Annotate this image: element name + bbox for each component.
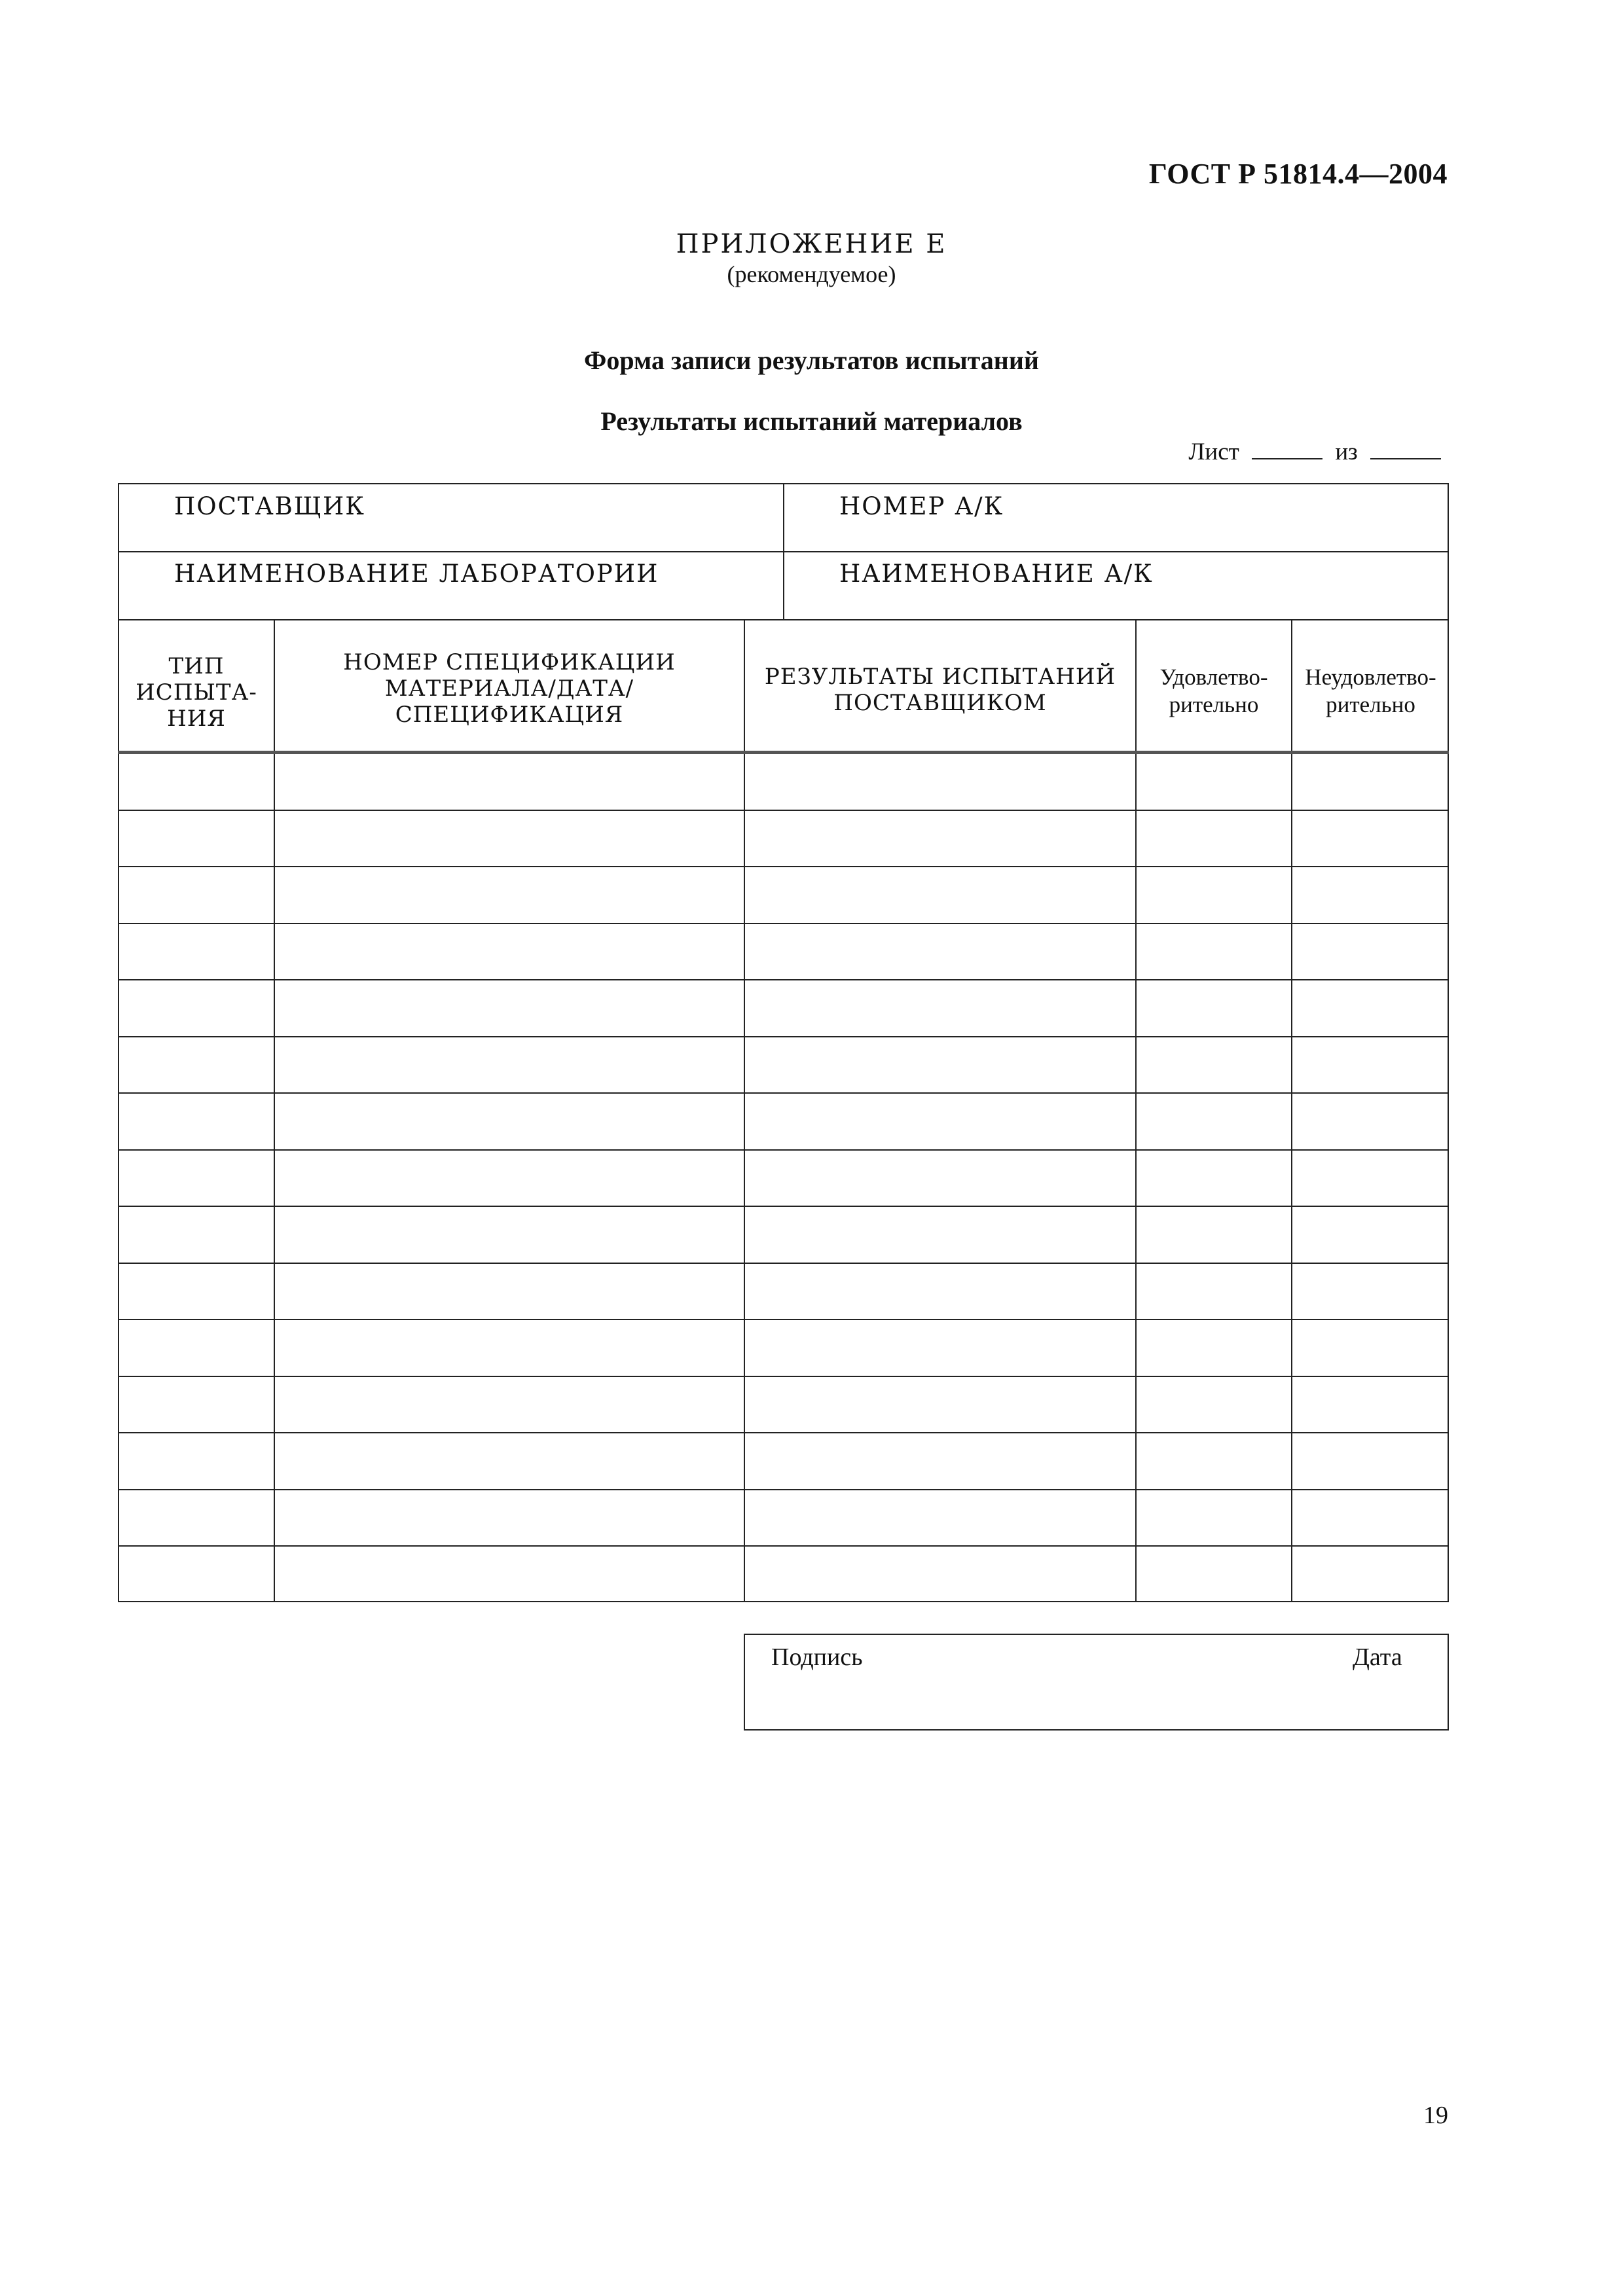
table-cell[interactable] [120,1265,272,1318]
table-cell[interactable] [1137,1265,1290,1318]
info-divider-vertical [783,483,784,620]
table-cell[interactable] [1293,1492,1448,1545]
table-cell[interactable] [276,1435,742,1488]
col-header-satisfactory: Удовлетво- рительно [1159,664,1268,717]
table-cell[interactable] [746,982,1134,1035]
table-cell[interactable] [120,1208,272,1261]
table-row-divider [118,1319,1449,1320]
table-cell[interactable] [1137,1208,1290,1261]
table-cell[interactable] [120,1095,272,1148]
table-column-divider [744,619,745,1602]
table-cell[interactable] [746,755,1134,808]
col-header-supplier-results: РЕЗУЛЬТАТЫ ИСПЫТАНИЙ ПОСТАВЩИКОМ [764,664,1116,716]
table-cell[interactable] [276,1039,742,1092]
appendix-note: (рекомендуемое) [727,261,896,287]
table-cell[interactable] [120,982,272,1035]
sheet-of-label: из [1335,439,1358,465]
table-cell[interactable] [1137,1548,1290,1601]
document-code: ГОСТ Р 51814.4—2004 [1148,158,1448,190]
appendix-title: ПРИЛОЖЕНИЕ Е [676,229,947,259]
table-cell[interactable] [1293,1435,1448,1488]
table-cell[interactable] [1137,1492,1290,1545]
table-cell[interactable] [276,925,742,978]
table-cell[interactable] [1137,1095,1290,1148]
table-cell[interactable] [746,1492,1134,1545]
page-number: 19 [1423,2102,1448,2129]
table-row-divider [118,1432,1449,1433]
results-title: Результаты испытаний материалов [600,406,1023,436]
table-cell[interactable] [1137,1435,1290,1488]
table-cell[interactable] [1293,1265,1448,1318]
table-cell[interactable] [1137,812,1290,865]
table-cell[interactable] [120,1039,272,1092]
table-cell[interactable] [276,1152,742,1205]
table-cell[interactable] [276,1321,742,1374]
table-cell[interactable] [120,755,272,808]
table-row-divider [118,1263,1449,1264]
lab-name-field[interactable]: НАИМЕНОВАНИЕ ЛАБОРАТОРИИ [174,560,659,588]
table-row-divider [118,810,1449,811]
table-cell[interactable] [276,1492,742,1545]
table-cell[interactable] [120,869,272,922]
table-cell[interactable] [120,1152,272,1205]
table-row-divider [118,1206,1449,1207]
table-cell[interactable] [1293,812,1448,865]
supplier-field[interactable]: ПОСТАВЩИК [174,492,365,520]
table-cell[interactable] [1293,1039,1448,1092]
table-cell[interactable] [1137,982,1290,1035]
table-cell[interactable] [276,1265,742,1318]
table-cell[interactable] [746,1548,1134,1601]
table-cell[interactable] [120,812,272,865]
col-header-test-type: ТИП ИСПЫТА- НИЯ [136,653,257,732]
table-row-divider [118,1149,1449,1151]
table-cell[interactable] [746,1265,1134,1318]
table-cell[interactable] [120,1435,272,1488]
col-header-spec-number: НОМЕР СПЕЦИФИКАЦИИ МАТЕРИАЛА/ДАТА/ СПЕЦИФИКАЦИЯ [343,649,676,728]
col-header-unsatisfactory: Неудовлетво- рительно [1305,664,1436,717]
sheet-label: Лист [1188,439,1239,465]
table-row-divider [118,1489,1449,1490]
table-row-divider [118,1545,1449,1547]
sheet-total-field[interactable] [1370,437,1441,459]
table-cell[interactable] [276,1208,742,1261]
table-row-divider [118,979,1449,980]
table-cell[interactable] [1293,1548,1448,1601]
table-cell[interactable] [1293,982,1448,1035]
table-column-divider [1135,619,1137,1602]
table-row-divider [118,1376,1449,1377]
ak-name-field[interactable]: НАИМЕНОВАНИЕ А/К [839,560,1154,588]
table-column-divider [274,619,275,1602]
table-row-divider [118,923,1449,924]
table-cell[interactable] [276,982,742,1035]
table-cell[interactable] [120,925,272,978]
form-title: Форма записи результатов испытаний [584,346,1039,375]
table-cell[interactable] [746,1321,1134,1374]
table-cell[interactable] [746,869,1134,922]
table-cell[interactable] [1137,755,1290,808]
table-cell[interactable] [1293,869,1448,922]
table-cell[interactable] [276,755,742,808]
table-row-divider [118,1036,1449,1037]
table-cell[interactable] [1293,1378,1448,1431]
signature-label[interactable]: Подпись [771,1643,863,1671]
table-cell[interactable] [746,1152,1134,1205]
table-cell[interactable] [1137,1378,1290,1431]
ak-number-field[interactable]: НОМЕР А/К [839,492,1004,520]
table-column-divider [1291,619,1292,1602]
table-cell[interactable] [1293,1321,1448,1374]
table-cell[interactable] [746,812,1134,865]
table-row-divider [118,866,1449,867]
table-cell[interactable] [1137,1321,1290,1374]
table-cell[interactable] [1293,755,1448,808]
table-cell[interactable] [1293,1095,1448,1148]
table-cell[interactable] [276,1378,742,1431]
table-cell[interactable] [1137,869,1290,922]
table-cell[interactable] [120,1548,272,1601]
table-cell[interactable] [276,812,742,865]
table-cell[interactable] [276,1095,742,1148]
table-cell[interactable] [746,1378,1134,1431]
sheet-counter [1188,437,1448,466]
table-cell[interactable] [276,1548,742,1601]
table-cell[interactable] [746,1039,1134,1092]
table-cell[interactable] [120,1321,272,1374]
table-cell[interactable] [746,1095,1134,1148]
table-cell[interactable] [746,1435,1134,1488]
table-cell[interactable] [1293,1208,1448,1261]
table-cell[interactable] [1137,925,1290,978]
table-cell[interactable] [746,1208,1134,1261]
sheet-number-field[interactable] [1252,437,1322,459]
table-cell[interactable] [276,869,742,922]
table-header-divider [118,751,1449,754]
table-cell[interactable] [746,925,1134,978]
table-cell[interactable] [1293,1152,1448,1205]
date-label[interactable]: Дата [1353,1643,1402,1671]
table-cell[interactable] [120,1378,272,1431]
table-cell[interactable] [1137,1152,1290,1205]
table-cell[interactable] [1137,1039,1290,1092]
table-cell[interactable] [120,1492,272,1545]
table-row-divider [118,1092,1449,1094]
table-cell[interactable] [1293,925,1448,978]
